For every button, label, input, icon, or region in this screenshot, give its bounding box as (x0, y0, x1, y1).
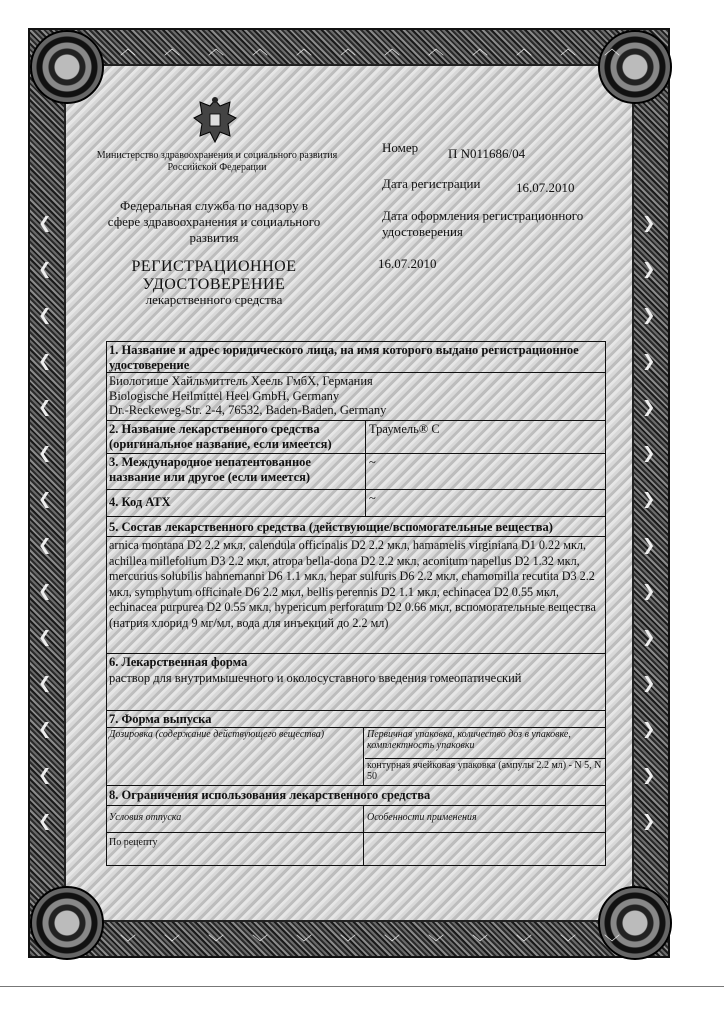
issue-date-value: 16.07.2010 (378, 256, 437, 271)
double-eagle-emblem-icon (192, 96, 238, 146)
applicant-address: Dr.-Reckeweg-Str. 2-4, 76532, Baden-Baden, Germany (109, 403, 387, 417)
section-6-value-row (107, 670, 605, 710)
border-chevron-icon: ❯ ❯ ❯ ❯ ❯ ❯ ❯ ❯ ❯ ❯ ❯ ❯ ❯ ❯ (642, 213, 656, 830)
corner-rosette-icon (30, 886, 104, 960)
release-form-pack-value: контурная ячейковая упаковка (ампулы 2.2 мл) - N 5, N 50 (365, 758, 605, 783)
atc-code-value: ~ (369, 491, 376, 505)
scan-edge-divider (0, 986, 724, 987)
section-8-title: 8. Ограничения использования лекарственного средства (109, 788, 431, 802)
section-1-value-row (107, 372, 605, 420)
section-6-title: 6. Лекарственная форма (109, 655, 248, 669)
section-2-row (107, 420, 605, 453)
section-5-value-row (107, 536, 605, 653)
section-8-value-row (107, 832, 605, 866)
section-5-title: 5. Состав лекарственного средства (действующие/вспомогательные вещества) (109, 520, 553, 534)
section-4-row (107, 489, 605, 516)
corner-rosette-icon (30, 30, 104, 104)
section-4-title: 4. Код АТХ (109, 495, 171, 509)
section-3-row (107, 453, 605, 489)
ministry-name: Министерство здравоохранения и социального развития Российской Федерации (96, 150, 338, 173)
section-3-title: 3. Международное непатентованное название или другое (если имеется) (109, 455, 311, 484)
composition-text: arnica montana D2 2.2 мкл, calendula officinalis D2 2.2 мкл, hamamelis virginiana D1 0.22 мкл, achillea millefolium D3 2.2 мкл, atropa bella-dona D2 2.2 мкл, aconitum napellus D2 1.32 мкл, mercurius solubilis hahnemanni D6 1.1 мкл, hepar sulfuris D6 2.2 мкл, chamomilla recutita D3 2.2 мкл, symphytum officinale D6 2.2 мкл, bellis perennis D2 1.1 мкл, echinacea D2 0.55 мкл, echinacea purpurea D2 0.55 мкл, hypericum perforatum D2 0.66 мкл, вспомогательные вещества (натрия хлорид 9 мг/мл, вода для инъекций до 2.2 мл) (109, 538, 596, 630)
dispensing-conditions-value: По рецепту (109, 837, 158, 848)
section-1-title: 1. Название и адрес юридического лица, на имя которого выдано регистрационное удостоверение (109, 343, 579, 372)
usage-specifics-value (365, 833, 605, 835)
section-7-title: 7. Форма выпуска (109, 712, 212, 726)
inn-value: ~ (369, 455, 376, 469)
reg-date-value: 16.07.2010 (516, 180, 575, 195)
release-form-dosage-head: Дозировка (содержание действующего вещества) (109, 729, 325, 740)
applicant-name-ru: Биологише Хайльмиттель Хеель ГмбХ, Германия (109, 374, 373, 388)
section-8-title-row (107, 785, 605, 805)
usage-specifics-head: Особенности применения (367, 812, 477, 823)
document-title: РЕГИСТРАЦИОННОЕ УДОСТОВЕРЕНИЕ (131, 258, 297, 293)
section-8-head-row (107, 805, 605, 832)
drug-name: Траумель® С (369, 422, 440, 436)
issue-date-label: Дата оформления регистрационного удостоверения (382, 208, 584, 239)
border-chevron-icon: ﹀﹀﹀﹀﹀﹀﹀﹀﹀﹀﹀﹀ (120, 933, 649, 952)
service-name: Федеральная служба по надзору в сфере здравоохранения и социального развития (107, 198, 321, 245)
dispensing-conditions-head: Условия отпуска (109, 812, 182, 823)
section-5-title-row (107, 516, 605, 536)
number-label: Номер (382, 140, 419, 155)
dosage-form-value: раствор для внутримышечного и околосуставного введения гомеопатический (109, 671, 522, 685)
section-7-value-row (107, 727, 605, 785)
section-7-title-row (107, 710, 605, 727)
section-6-title-row (107, 653, 605, 670)
document-subtitle: лекарственного средства (145, 292, 283, 307)
release-form-pack-head: Первичная упаковка, количество доз в упаковке, комплектность упаковки (367, 729, 571, 751)
number-value: П N011686/04 (448, 146, 526, 161)
border-chevron-icon: ❮ ❮ ❮ ❮ ❮ ❮ ❮ ❮ ❮ ❮ ❮ ❮ ❮ ❮ (38, 213, 52, 830)
certificate-table (106, 341, 606, 866)
border-chevron-icon: ︿︿︿︿︿︿︿︿︿︿︿︿ (120, 39, 649, 58)
applicant-name-en: Biologische Heilmittel Heel GmbH, Germany (109, 388, 340, 403)
section-2-title: 2. Название лекарственного средства (оригинальное название, если имеется) (109, 422, 332, 451)
reg-date-label: Дата регистрации (382, 176, 481, 191)
section-1-title-row (107, 341, 605, 372)
